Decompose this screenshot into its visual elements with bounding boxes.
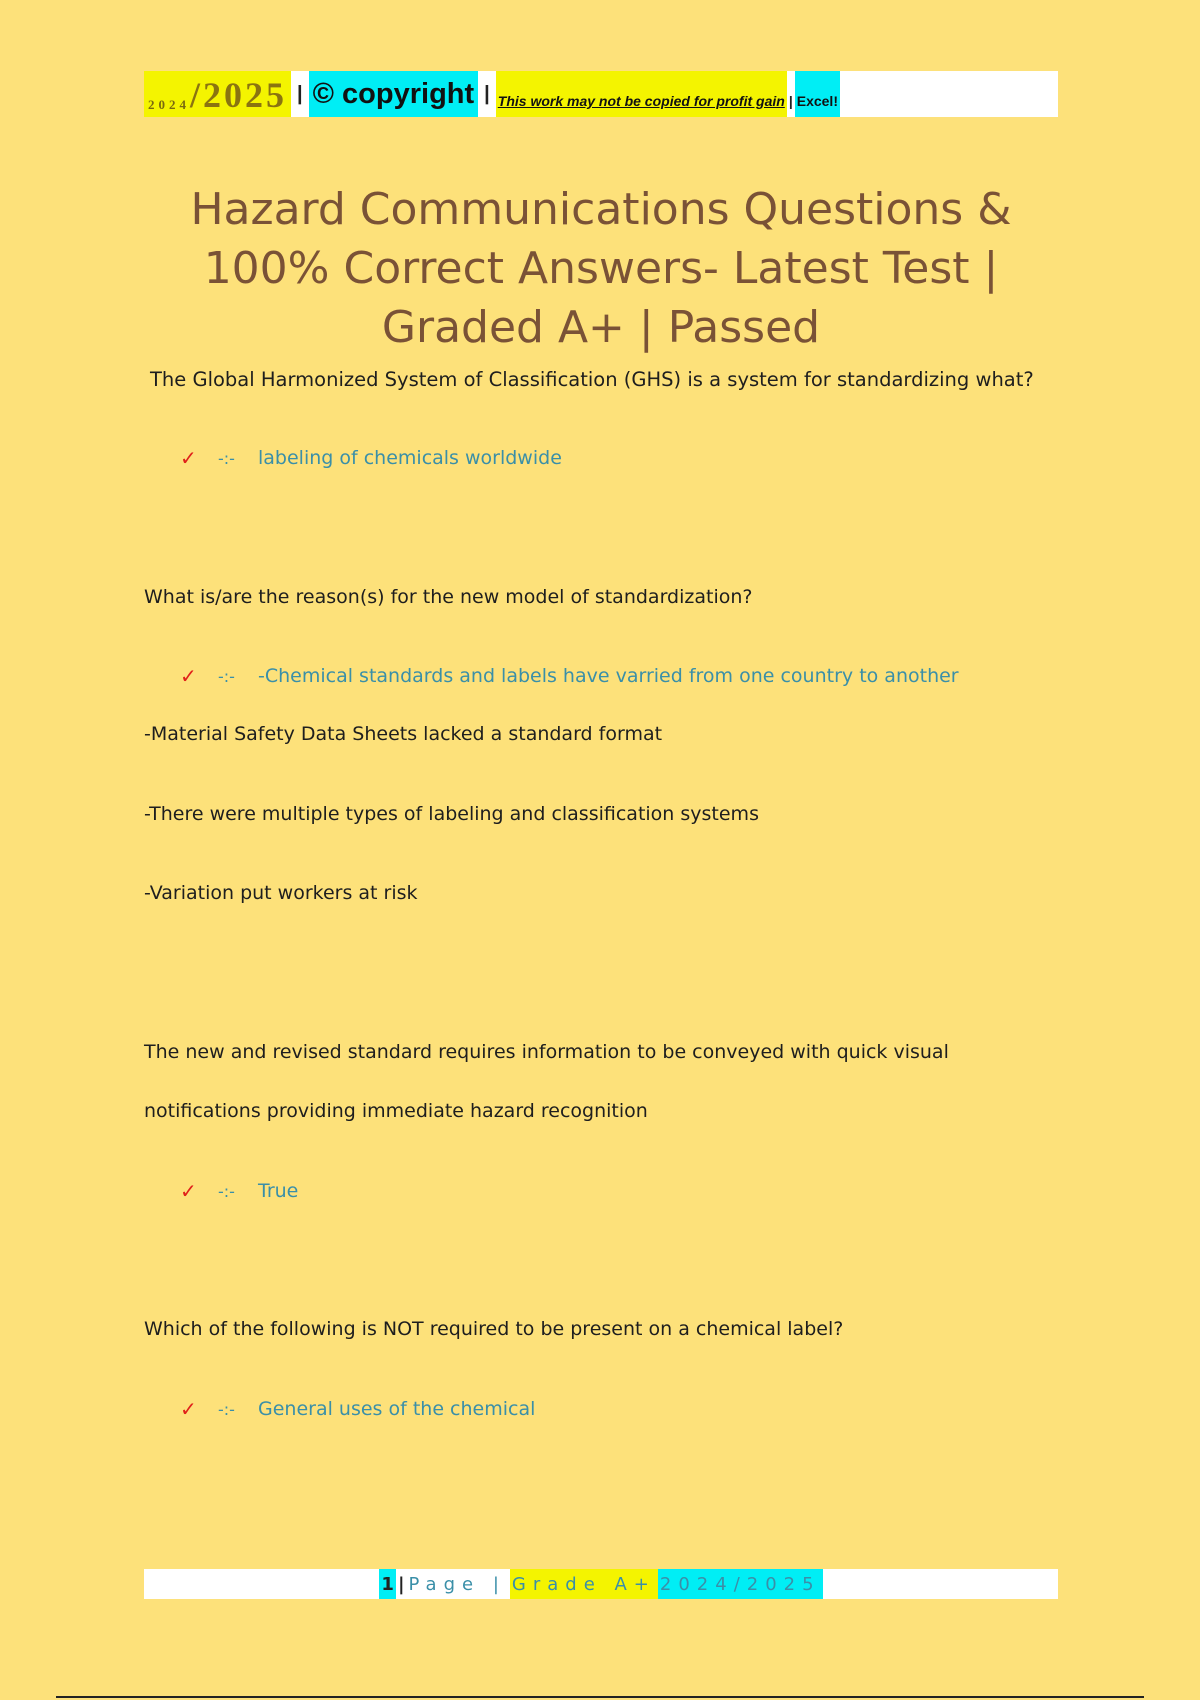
question-2: What is/are the reason(s) for the new model of standardization? [144,586,753,608]
question-3-line-1: The new and revised standard requires information to be conveyed with quick visual [144,1041,949,1063]
header-year-big: /2025 [190,75,288,115]
answer-2-line-3: -There were multiple types of labeling and classification systems [144,803,759,825]
header-excel: Excel! [795,71,840,117]
footer-content [379,1569,822,1599]
checkmark-icon: ✓ [180,446,197,470]
header-separator: | [788,93,793,109]
answer-text: True [258,1180,299,1202]
header-year-small: 2024 [148,97,190,112]
answer-3 [180,1179,298,1203]
page-number: 1 [379,1569,396,1599]
answer-separator: -:- [218,666,235,686]
answer-separator: -:- [218,1181,235,1201]
bottom-divider [56,1696,1144,1698]
answer-text: -Chemical standards and labels have varried from one country to another [258,665,959,687]
checkmark-icon: ✓ [180,664,197,688]
header-banner [144,71,1058,117]
question-4: Which of the following is NOT required to be present on a chemical label? [144,1318,844,1340]
page-title: Hazard Communications Questions & 100% Correct Answers- Latest Test | Graded A+ | Passed [190,184,1012,353]
checkmark-icon: ✓ [180,1179,197,1203]
footer-page-label: Page | [408,1573,506,1595]
header-separator: | [297,82,303,105]
answer-1 [180,446,562,470]
checkmark-icon: ✓ [180,1397,197,1421]
answer-2 [180,664,959,688]
answer-2-line-2: -Material Safety Data Sheets lacked a standard format [144,723,663,745]
footer-year: 2024/2025 [658,1569,823,1599]
answer-text: labeling of chemicals worldwide [258,447,562,469]
answer-2-line-4: -Variation put workers at risk [144,882,418,904]
answer-4 [180,1397,535,1421]
footer-banner [144,1569,1058,1599]
answer-separator: -:- [218,448,235,468]
footer-separator: | [397,1573,407,1595]
header-separator: | [484,82,490,105]
question-3-line-2: notifications providing immediate hazard recognition [144,1100,648,1122]
header-copyright: © copyright [309,71,479,117]
question-1: The Global Harmonized System of Classification (GHS) is a system for standardizing what? [150,368,1034,391]
header-notice: This work may not be copied for profit gain [496,71,787,117]
footer-grade: Grade A+ [510,1569,658,1599]
answer-separator: -:- [218,1399,235,1419]
header-year [144,71,291,117]
answer-text: General uses of the chemical [258,1398,536,1420]
